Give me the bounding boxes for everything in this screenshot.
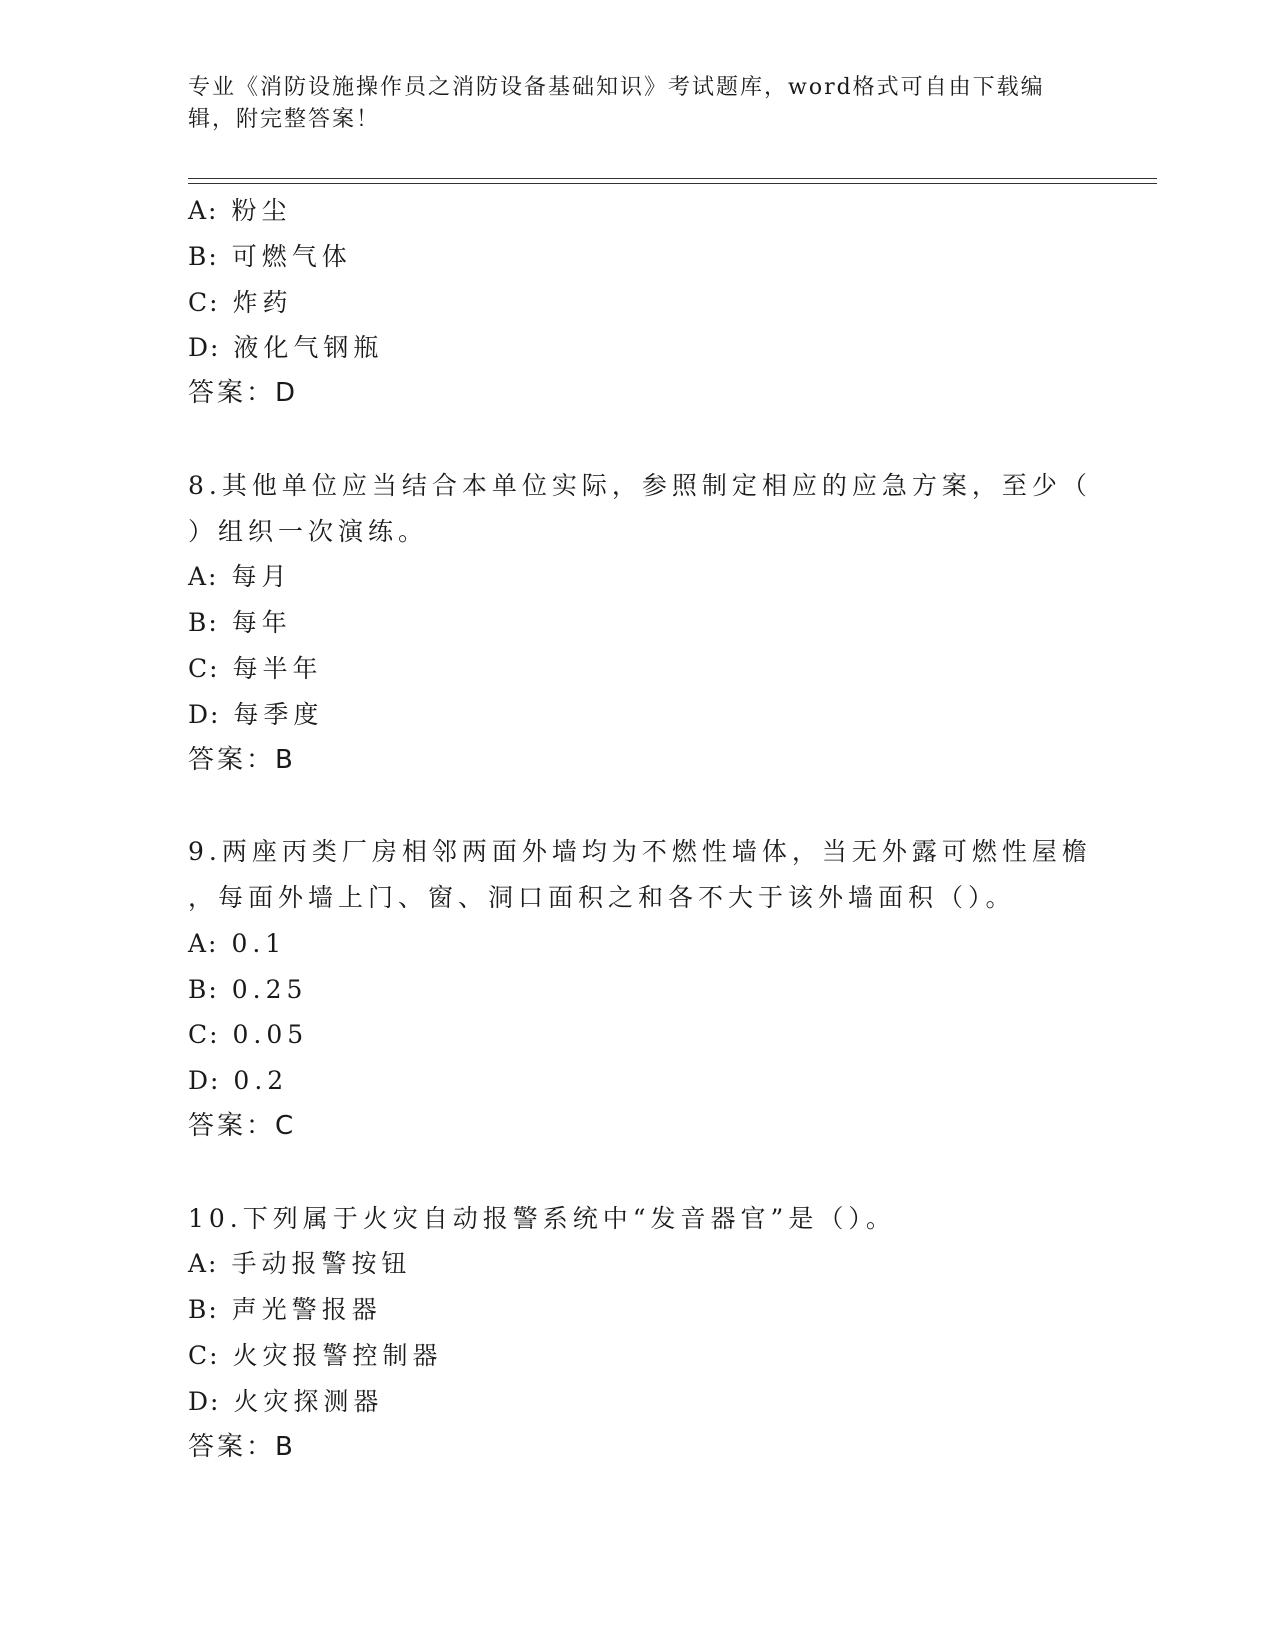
option-a: A: 粉尘: [188, 196, 292, 225]
option-c: C: 0.05: [188, 1020, 309, 1050]
option-a: A: 手动报警按钮: [188, 1249, 412, 1279]
question-9: [188, 829, 1092, 1150]
spacer: [188, 783, 1088, 829]
question-stem: 9.两座丙类厂房相邻两面外墙均为不燃性墙体，当无外露可燃性屋檐: [188, 837, 1092, 867]
question-stem-cont: ）组织一次演练。: [188, 516, 429, 546]
answer: 答案：C: [188, 1110, 297, 1141]
header-divider-bottom: [188, 183, 1157, 184]
option-a: A: 0.1: [188, 928, 287, 958]
option-c: C: 火灾报警控制器: [188, 1340, 443, 1370]
question-stem-cont: ，每面外墙上门、窗、洞口面积之和各不大于该外墙面积（）。: [188, 882, 1016, 912]
option-b: B: 每年: [188, 608, 292, 638]
option-d: D: 液化气钢瓶: [188, 333, 384, 363]
spacer: [188, 1150, 1088, 1196]
answer: 答案：B: [188, 744, 296, 775]
question-10: [188, 1196, 1088, 1471]
header-line-1: 专业《消防设施操作员之消防设备基础知识》考试题库，word格式可自由下载编: [188, 75, 1045, 100]
header-line-2: 辑，附完整答案！: [188, 107, 381, 132]
question-list: [188, 188, 1092, 1470]
document-header: [188, 72, 1088, 136]
option-d: D: 0.2: [188, 1066, 289, 1096]
option-b: B: 声光警报器: [188, 1295, 382, 1325]
option-c: C: 每半年: [188, 653, 323, 683]
question-7: [188, 188, 1088, 417]
option-c: C: 炸药: [188, 287, 293, 317]
answer: 答案：D: [188, 378, 299, 409]
option-d: D: 火灾探测器: [188, 1386, 384, 1416]
spacer: [188, 417, 1088, 463]
question-stem: 8.其他单位应当结合本单位实际，参照制定相应的应急方案，至少（: [188, 470, 1092, 500]
question-stem: 10.下列属于火灾自动报警系统中“发音器官”是（）。: [188, 1203, 896, 1233]
option-b: B: 可燃气体: [188, 241, 352, 271]
option-a: A: 每月: [188, 562, 292, 592]
answer: 答案：B: [188, 1431, 296, 1462]
option-d: D: 每季度: [188, 699, 324, 729]
header-divider-top: [188, 178, 1157, 179]
question-8: [188, 463, 1092, 784]
option-b: B: 0.25: [188, 974, 308, 1004]
